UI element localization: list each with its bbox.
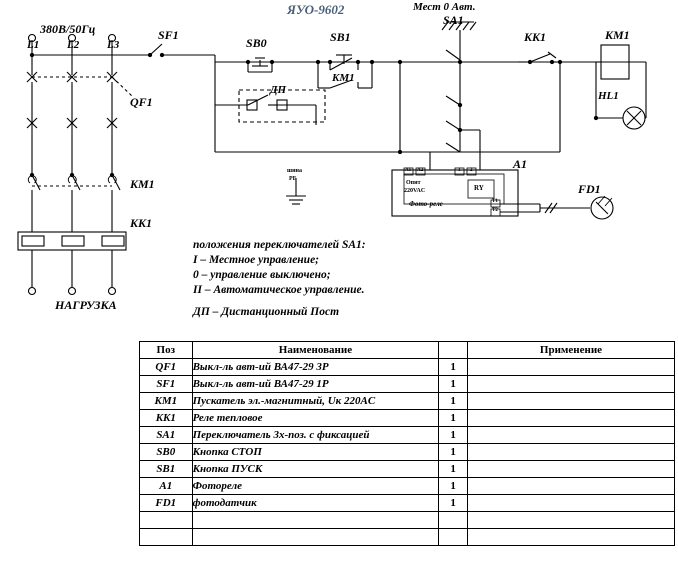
km1-power-label: KM1 [130, 177, 155, 191]
load-label: НАГРУЗКА [55, 298, 117, 312]
cell-name: фотодатчик [192, 495, 439, 512]
relay-ry-label: RY [474, 184, 484, 192]
header-pos: Поз [140, 342, 193, 359]
cell-application [467, 495, 674, 512]
table-row [140, 461, 675, 478]
table-row [140, 444, 675, 461]
cell-pos: KM1 [140, 393, 193, 410]
cell-application [467, 478, 674, 495]
sa1-label: SA1 [443, 13, 464, 27]
relay-inner-label-1: Опит [406, 180, 421, 186]
cell-qty: 1 [439, 393, 468, 410]
pe-bus-label-2: PE [289, 176, 297, 182]
relay-terminal-t1: T1 [492, 199, 498, 204]
component-table [139, 341, 675, 546]
cell-pos: FD1 [140, 495, 193, 512]
cell-pos: A1 [140, 478, 193, 495]
table-row [140, 495, 675, 512]
cell-name: Выкл-ль авт-ий ВА47-29 3P [192, 359, 439, 376]
note-line-1: I – Местное управление; [193, 254, 320, 266]
note-line-3: II – Автоматическое управление. [193, 284, 365, 296]
relay-terminal-2: 2 [470, 168, 473, 173]
table-row [140, 410, 675, 427]
cell-pos: SB1 [140, 461, 193, 478]
table-row [140, 359, 675, 376]
relay-terminal-a2: A2 [417, 168, 424, 173]
phase-label-l2: L2 [67, 39, 80, 51]
header-name: Наименование [192, 342, 439, 359]
phase-label-l1: L1 [27, 39, 40, 51]
qf1-label: QF1 [130, 95, 153, 109]
header-qty [439, 342, 468, 359]
table-row [140, 529, 675, 546]
sf1-label: SF1 [158, 28, 179, 42]
cell-application [467, 444, 674, 461]
cell-name: Переключатель 3х-поз. с фиксацией [192, 427, 439, 444]
cell-application [467, 410, 674, 427]
cell-application [467, 461, 674, 478]
table-row [140, 512, 675, 529]
pe-bus-label-1: шина [287, 168, 302, 174]
cell-pos: SF1 [140, 376, 193, 393]
supply-label: 380В/50Гц [40, 22, 96, 36]
cell-application [467, 529, 674, 546]
cell-name: Кнопка ПУСК [192, 461, 439, 478]
kk1-power-label: KK1 [130, 216, 153, 230]
cell-name [192, 512, 439, 529]
table-body [140, 359, 675, 546]
table-row [140, 393, 675, 410]
cell-qty [439, 512, 468, 529]
sa1-positions-label: Мест 0 Авт. [413, 1, 476, 13]
cell-pos [140, 512, 193, 529]
cell-application [467, 359, 674, 376]
relay-terminal-t2: T2 [492, 208, 498, 213]
cell-name [192, 529, 439, 546]
cell-pos: SB0 [140, 444, 193, 461]
note-line-4: ДП – Дистанционный Пост [193, 306, 340, 318]
cell-name: Пускатель эл.-магнитный, Uк 220AC [192, 393, 439, 410]
drawing-title: ЯУО-9602 [287, 2, 345, 17]
cell-qty: 1 [439, 444, 468, 461]
relay-terminal-1: 1 [458, 168, 461, 173]
relay-inner-label-3: Фото-реле [409, 200, 443, 208]
cell-qty [439, 529, 468, 546]
cell-application [467, 427, 674, 444]
header-application: Применение [467, 342, 674, 359]
cell-qty: 1 [439, 376, 468, 393]
cell-name: Фотореле [192, 478, 439, 495]
cell-qty: 1 [439, 478, 468, 495]
note-line-0: положения переключателей SA1: [193, 239, 366, 251]
table-row [140, 376, 675, 393]
table-row [140, 478, 675, 495]
table-header-row [140, 342, 675, 359]
cell-pos [140, 529, 193, 546]
table-row [140, 427, 675, 444]
cell-application [467, 376, 674, 393]
sb1-label: SB1 [330, 30, 351, 44]
cell-qty: 1 [439, 461, 468, 478]
cell-qty: 1 [439, 410, 468, 427]
cell-pos: KK1 [140, 410, 193, 427]
dp-label: ДП [270, 84, 287, 96]
cell-name: Реле тепловое [192, 410, 439, 427]
phase-label-l3: L3 [107, 39, 120, 51]
hl1-label: HL1 [598, 90, 619, 102]
relay-inner-label-2: 220VAC [404, 188, 426, 194]
fd1-label: FD1 [578, 182, 601, 196]
cell-qty: 1 [439, 495, 468, 512]
cell-application [467, 512, 674, 529]
a1-label: A1 [513, 157, 528, 171]
cell-pos: QF1 [140, 359, 193, 376]
cell-name: Кнопка СТОП [192, 444, 439, 461]
sb0-label: SB0 [246, 36, 267, 50]
kk1-ctrl-label: KK1 [524, 30, 547, 44]
relay-terminal-a1: A1 [405, 168, 412, 173]
note-line-2: 0 – управление выключено; [193, 269, 331, 281]
km1-aux-label: KM1 [332, 72, 355, 84]
km1-coil-label: KM1 [605, 28, 630, 42]
cell-pos: SA1 [140, 427, 193, 444]
cell-qty: 1 [439, 427, 468, 444]
cell-name: Выкл-ль авт-ий ВА47-29 1P [192, 376, 439, 393]
cell-application [467, 393, 674, 410]
cell-qty: 1 [439, 359, 468, 376]
